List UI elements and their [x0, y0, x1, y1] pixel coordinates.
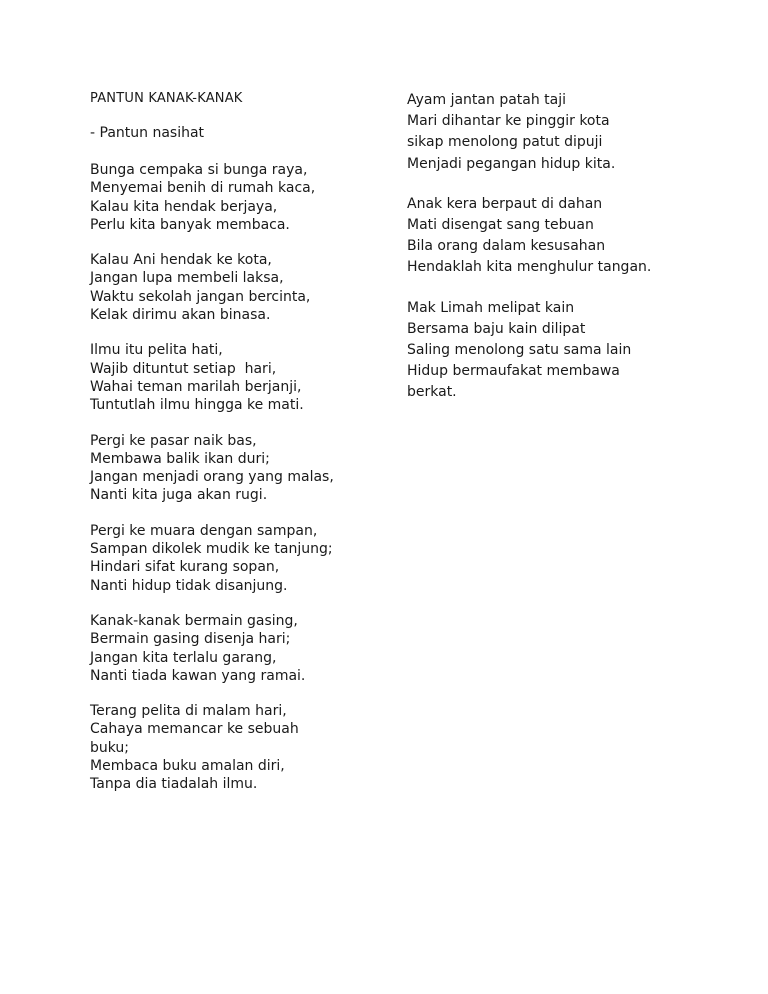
verse-line: Sampan dikolek mudik ke tanjung;: [90, 541, 333, 558]
verse-line: Perlu kita banyak membaca.: [90, 216, 290, 233]
verse-line: Hendaklah kita menghulur tangan.: [407, 259, 652, 276]
verse-line: Wahai teman marilah berjanji,: [90, 378, 302, 395]
verse-line: Menjadi pegangan hidup kita.: [407, 155, 616, 172]
verse-line: Kalau kita hendak berjaya,: [90, 198, 278, 215]
verse-line: Hindari sifat kurang sopan,: [90, 559, 280, 576]
verse-line: Membawa balik ikan duri;: [90, 450, 270, 467]
verse-line: Mati disengat sang tebuan: [407, 217, 594, 234]
verse-line: Mari dihantar ke pinggir kota: [407, 113, 610, 130]
stanza: [90, 432, 390, 505]
verse-line: Bunga cempaka si bunga raya,: [90, 162, 308, 178]
stanza: [90, 161, 390, 234]
verse-line: sikap menolong patut dipuji: [407, 134, 603, 151]
verse-line: Jangan menjadi orang yang malas,: [90, 469, 334, 486]
stanza: [90, 251, 390, 324]
verse-line: Mak Limah melipat kain: [407, 299, 575, 316]
verse-line: Pergi ke pasar naik bas,: [90, 432, 257, 449]
document-subtitle: - Pantun nasihat: [90, 125, 205, 141]
right-column: [407, 90, 707, 404]
left-column: [90, 90, 390, 794]
verse-line: Jangan kita terlalu garang,: [90, 649, 277, 666]
stanza: [90, 702, 390, 793]
verse-line: Waktu sekolah jangan bercinta,: [90, 288, 311, 305]
document-title: PANTUN KANAK-KANAK: [90, 91, 243, 106]
verse-line: Nanti kita juga akan rugi.: [90, 487, 268, 504]
verse-line: Kalau Ani hendak ke kota,: [90, 252, 272, 269]
verse-line: Ayam jantan patah taji: [407, 92, 567, 108]
stanza: [407, 194, 707, 279]
verse-line: Menyemai benih di rumah kaca,: [90, 180, 316, 197]
verse-line: Wajib dituntut setiap hari,: [90, 360, 277, 377]
stanza: [90, 341, 390, 414]
verse-line: Pergi ke muara dengan sampan,: [90, 522, 318, 539]
verse-line: Nanti tiada kawan yang ramai.: [90, 667, 306, 684]
stanza: [90, 612, 390, 685]
verse-line: Terang pelita di malam hari,: [90, 703, 287, 720]
verse-line: Anak kera berpaut di dahan: [407, 195, 603, 212]
stanza: [407, 298, 707, 404]
verse-line: Tuntutlah ilmu hingga ke mati.: [90, 397, 304, 414]
verse-line: Bila orang dalam kesusahan: [407, 238, 606, 255]
verse-line: Cahaya memancar ke sebuah buku;: [90, 721, 299, 756]
verse-line: Bersama baju kain dilipat: [407, 320, 586, 337]
verse-line: Hidup bermaufakat membawa berkat.: [407, 363, 620, 401]
verse-line: Ilmu itu pelita hati,: [90, 342, 223, 359]
verse-line: Jangan lupa membeli laksa,: [90, 270, 284, 287]
verse-line: Nanti hidup tidak disanjung.: [90, 577, 288, 594]
verse-line: Kanak-kanak bermain gasing,: [90, 612, 298, 629]
verse-line: Membaca buku amalan diri,: [90, 758, 285, 775]
stanza: [407, 90, 707, 175]
stanza: [90, 522, 390, 595]
verse-line: Bermain gasing disenja hari;: [90, 631, 291, 648]
verse-line: Saling menolong satu sama lain: [407, 342, 632, 359]
verse-line: Tanpa dia tiadalah ilmu.: [90, 776, 258, 793]
verse-line: Kelak dirimu akan binasa.: [90, 307, 271, 324]
